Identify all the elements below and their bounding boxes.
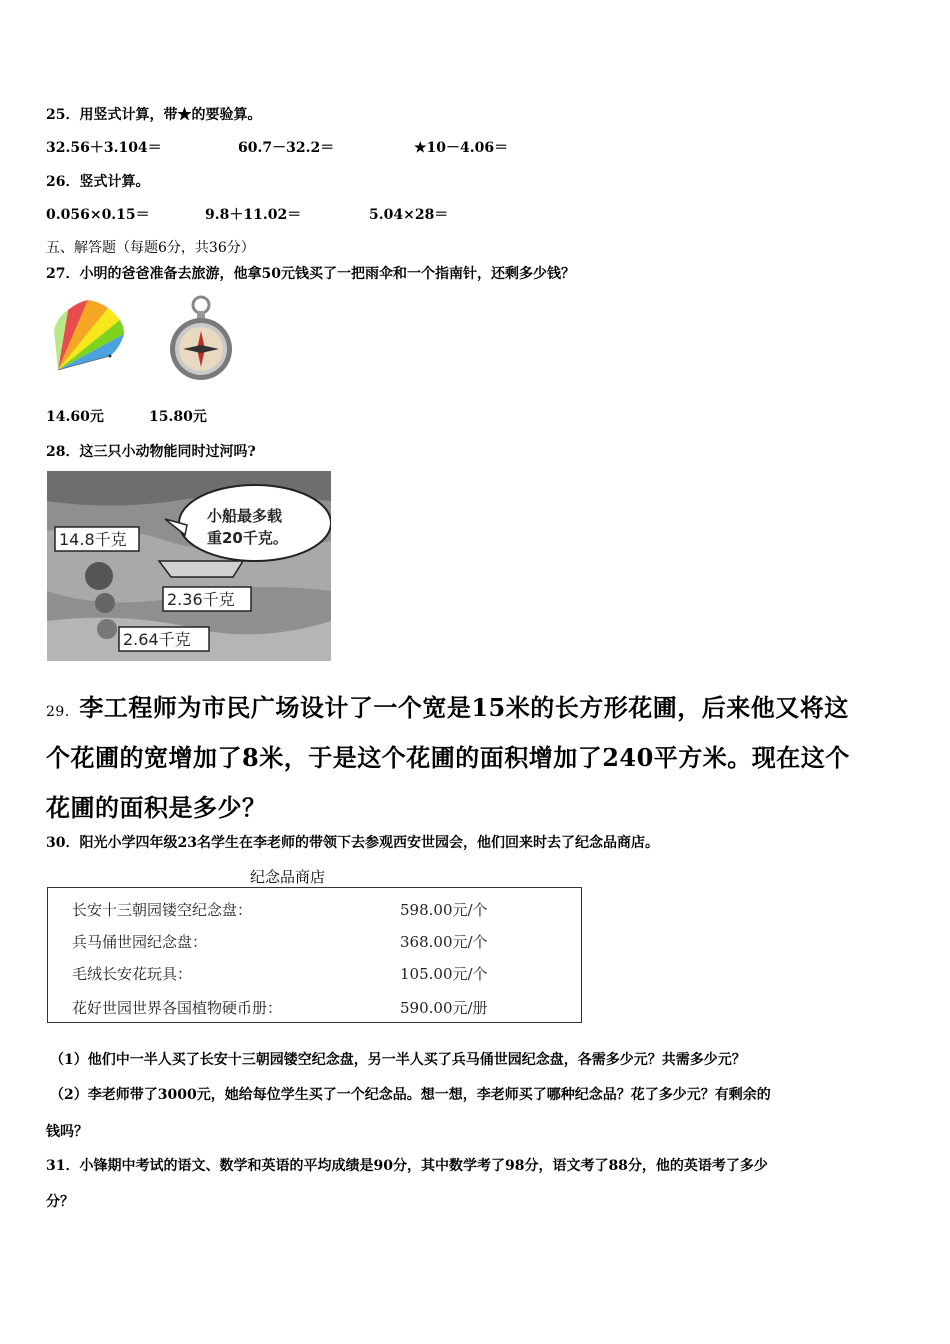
q29-number: 29． bbox=[46, 704, 80, 720]
bubble-line-1: 小船最多载 bbox=[207, 507, 283, 525]
section-heading: 五、解答题（每题6分，共36分） bbox=[46, 240, 255, 256]
q29-line-3: 花圃的面积是多少？ bbox=[46, 793, 267, 822]
q25-expr-3: ★10－4.06＝ bbox=[414, 140, 509, 156]
weight-label-3: 2.64千克 bbox=[123, 630, 191, 649]
bubble-line-2: 重20千克。 bbox=[207, 529, 288, 547]
q29-line-1 bbox=[46, 688, 849, 723]
shop-item-name: 毛绒长安花玩具： bbox=[72, 965, 193, 983]
q26-title: 26．竖式计算。 bbox=[46, 174, 150, 190]
shop-item-price: 590.00元/册 bbox=[400, 999, 488, 1017]
q26-expr-1: 0.056×0.15＝ bbox=[46, 207, 150, 223]
q31-line-1: 31．小锋期中考试的语文、数学和英语的平均成绩是90分，其中数学考了98分，语文考了88分，他的英语考了多少 bbox=[46, 1158, 768, 1174]
q25-expr-2: 60.7－32.2＝ bbox=[238, 140, 335, 156]
shop-item-price: 598.00元/个 bbox=[400, 901, 488, 919]
umbrella-price: 14.60元 bbox=[46, 409, 104, 425]
q29-line-2: 个花圃的宽增加了8米，于是这个花圃的面积增加了240平方米。现在这个 bbox=[46, 743, 850, 772]
q30-sub-1: （1）他们中一半人买了长安十三朝园镂空纪念盘，另一半人买了兵马俑世园纪念盘，各需多少元？共需多少元？ bbox=[50, 1052, 746, 1068]
shop-title: 纪念品商店 bbox=[250, 868, 326, 886]
q29-text-1: 李工程师为市民广场设计了一个宽是15米的长方形花圃，后来他又将这 bbox=[79, 693, 849, 722]
river-illustration bbox=[47, 471, 331, 661]
shop-item-name: 花好世园世界各国植物硬币册： bbox=[72, 999, 283, 1017]
q26-expr-3: 5.04×28＝ bbox=[369, 207, 449, 223]
shop-item-price: 368.00元/个 bbox=[400, 933, 488, 951]
compass-icon bbox=[168, 293, 234, 383]
shop-item-name: 长安十三朝园镂空纪念盘： bbox=[72, 901, 253, 919]
q25-expr-1: 32.56＋3.104＝ bbox=[46, 140, 162, 156]
q28-text: 28．这三只小动物能同时过河吗? bbox=[46, 444, 256, 460]
q31-line-2: 分？ bbox=[46, 1194, 74, 1210]
q30-sub-2b: 钱吗？ bbox=[46, 1124, 88, 1140]
umbrella-icon bbox=[50, 298, 130, 378]
compass-price: 15.80元 bbox=[149, 409, 207, 425]
q30-text: 30．阳光小学四年级23名学生在李老师的带领下去参观西安世园会，他们回来时去了纪念品商店。 bbox=[46, 835, 659, 851]
shop-item-name: 兵马俑世园纪念盘： bbox=[72, 933, 208, 951]
weight-label-1: 14.8千克 bbox=[59, 530, 127, 549]
q25-title: 25．用竖式计算，带★的要验算。 bbox=[46, 107, 262, 123]
shop-item-price: 105.00元/个 bbox=[400, 965, 488, 983]
q27-text: 27．小明的爸爸准备去旅游，他拿50元钱买了一把雨伞和一个指南针，还剩多少钱？ bbox=[46, 266, 575, 282]
weight-label-2: 2.36千克 bbox=[167, 590, 235, 609]
q26-expr-2: 9.8＋11.02＝ bbox=[205, 207, 302, 223]
q30-sub-2a: （2）李老师带了3000元，她给每位学生买了一个纪念品。想一想，李老师买了哪种纪念品？花了多少元？有剩余的 bbox=[50, 1087, 771, 1103]
